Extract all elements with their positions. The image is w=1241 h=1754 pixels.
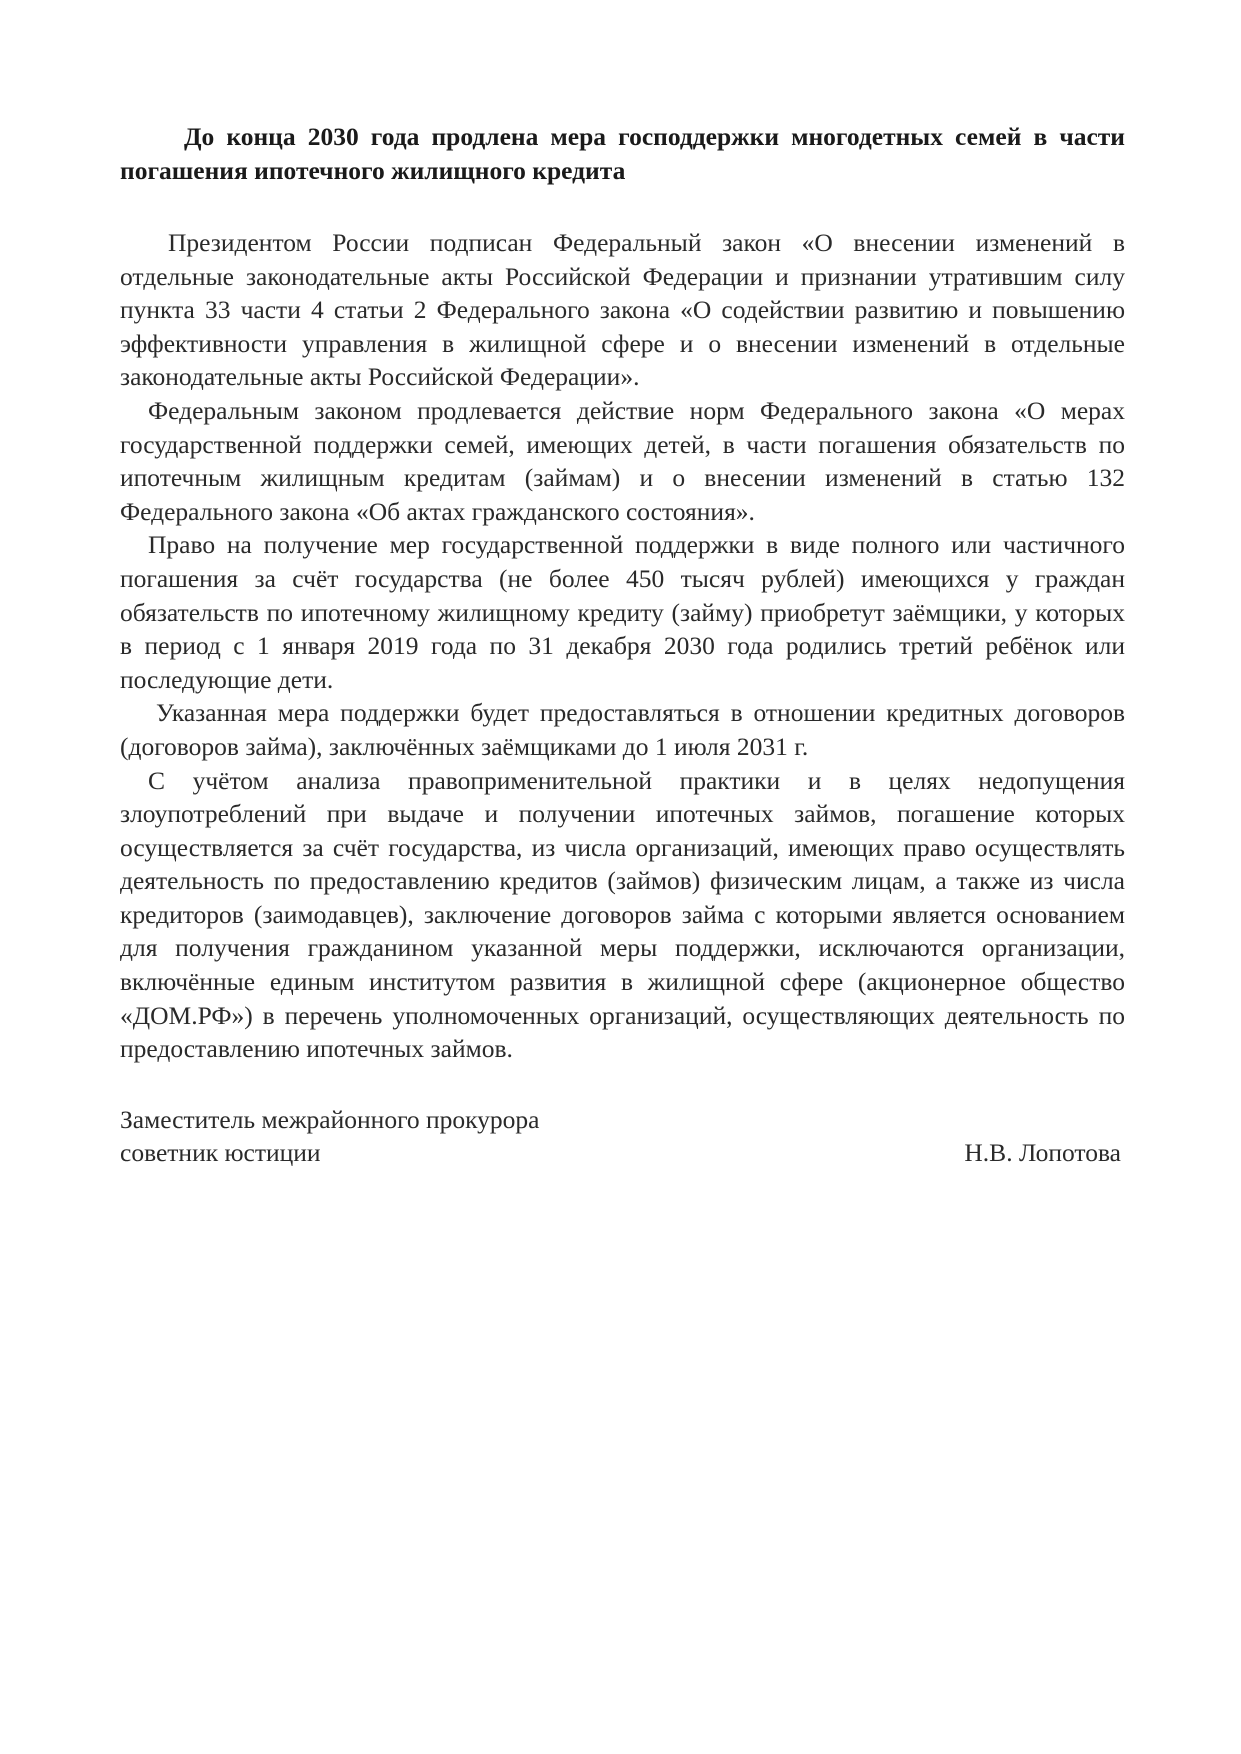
signature-name: Н.В. Лопотова: [964, 1138, 1121, 1168]
document-content: [120, 120, 1125, 1170]
document-title: До конца 2030 года продлена мера господдержки многодетных семей в части погашения ипотечного жилищного кредита: [120, 122, 1125, 185]
signature-block: [120, 1103, 1125, 1170]
paragraph-support-period: Указанная мера поддержки будет предоставляться в отношении кредитных договоров (договоров займа), заключённых заёмщиками до 1 июля 2031 г.: [120, 698, 1125, 761]
paragraph-law-extension: Федеральным законом продлевается действие норм Федерального закона «О мерах государственной поддержки семей, имеющих детей, в части погашения обязательств по ипотечным жилищным кредитам (займам) и о внесении изменений в статью 132 Федерального закона «Об актах гражданского состояния».: [120, 395, 1125, 526]
paragraph-law-signed: Президентом России подписан Федеральный закон «О внесении изменений в отдельные законодательные акты Российской Федерации и признании утратившим силу пункта 33 части 4 статьи 2 Федерального закона «О содействии развитию и повышению эффективности управления в жилищной сфере и о внесении изменений в отдельные законодательные акты Российской Федерации».: [120, 228, 1125, 392]
signature-rank: советник юстиции: [120, 1138, 321, 1168]
signature-position-row: [120, 1103, 1125, 1137]
signature-position: Заместитель межрайонного прокурора: [120, 1104, 540, 1134]
paragraph-excluded-organizations: С учётом анализа правоприменительной практики и в целях недопущения злоупотреблений при выдаче и получении ипотечных займов, погашение которых осуществляется за счёт государства, из числа организаций, имеющих право осуществлять деятельность по предоставлению кредитов (займов) физическим лицам, а также из числа кредиторов (заимодавцев), заключение договоров займа с которыми является основанием для получения гражданином указанной меры поддержки, исключаются организации, включённые единым институтом развития в жилищной сфере (акционерное общество «ДОМ.РФ») в перечень уполномоченных организаций, осуществляющих деятельность по предоставлению ипотечных займов.: [120, 765, 1125, 1064]
paragraph-support-eligibility: Право на получение мер государственной поддержки в виде полного или частичного погашения за счёт государства (не более 450 тысяч рублей) имеющихся у граждан обязательств по ипотечному жилищному кредиту (займу) приобретут заёмщики, у которых в период с 1 января 2019 года по 31 декабря 2030 года родились третий ребёнок или последующие дети.: [120, 530, 1125, 694]
signature-rank-row: [120, 1136, 1125, 1170]
document-body: [120, 226, 1125, 1066]
